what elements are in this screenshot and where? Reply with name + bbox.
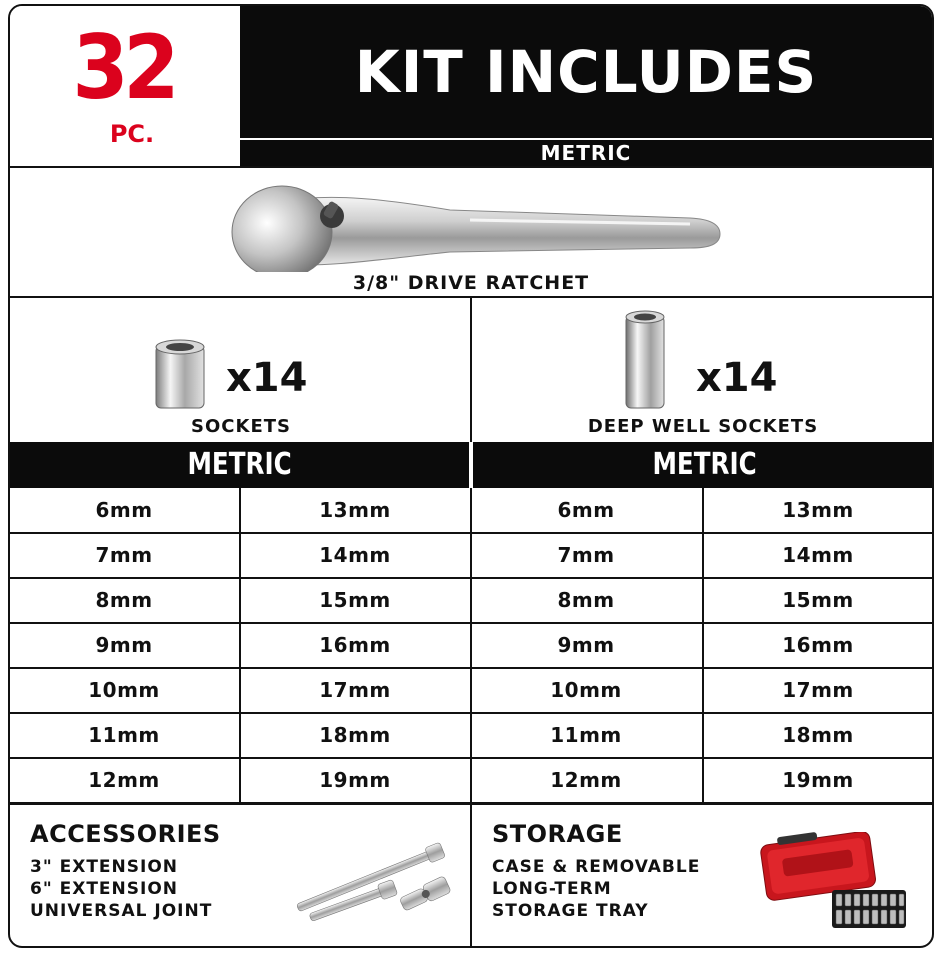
table-cell: 6mm [557, 498, 615, 522]
kit-card [8, 4, 934, 948]
storage-title: STORAGE [492, 820, 623, 848]
socket-icon [152, 338, 208, 412]
storage-case-image [758, 832, 908, 932]
deep-sockets-table-header [473, 442, 934, 488]
accessory-item: UNIVERSAL JOINT [30, 901, 213, 921]
table-cell: 14mm [319, 543, 391, 567]
table-cell: 15mm [319, 588, 391, 612]
table-cell: 17mm [782, 678, 854, 702]
table-cell: 13mm [319, 498, 391, 522]
table-cell: 17mm [319, 678, 391, 702]
table-cell: 16mm [782, 633, 854, 657]
table-cell: 8mm [557, 588, 615, 612]
sockets-table-header [10, 442, 469, 488]
table-cell: 14mm [782, 543, 854, 567]
sockets-label: SOCKETS [191, 416, 291, 437]
table-cell: 11mm [88, 723, 160, 747]
ratchet-image [220, 172, 730, 272]
deep-socket-icon [622, 308, 668, 410]
table-header-label: METRIC [652, 447, 757, 482]
deep-sockets-quantity: x14 [696, 355, 778, 401]
table-cell: 19mm [782, 768, 854, 792]
table-cell: 7mm [557, 543, 615, 567]
table-cell: 16mm [319, 633, 391, 657]
ratchet-label: 3/8" DRIVE RATCHET [352, 272, 590, 294]
ratchet-section [10, 168, 932, 296]
table-cell: 6mm [95, 498, 153, 522]
table-cell: 12mm [550, 768, 622, 792]
table-cell: 8mm [95, 588, 153, 612]
table-cell: 10mm [88, 678, 160, 702]
table-cell: 13mm [782, 498, 854, 522]
deep-sockets-label: DEEP WELL SOCKETS [587, 416, 819, 437]
title-bar [240, 6, 932, 138]
sockets-panel [10, 298, 472, 440]
deep-sockets-panel [472, 298, 934, 440]
storage-item: CASE & REMOVABLE [492, 857, 701, 877]
table-cell: 9mm [557, 633, 615, 657]
accessories-title: ACCESSORIES [30, 820, 221, 848]
accessory-item: 3" EXTENSION [30, 857, 179, 877]
piece-count-box [10, 6, 240, 166]
table-cell: 9mm [95, 633, 153, 657]
piece-count: 32 [72, 16, 175, 119]
table-header-label: METRIC [187, 447, 292, 482]
storage-item: STORAGE TRAY [492, 901, 649, 921]
accessory-item: 6" EXTENSION [30, 879, 179, 899]
accessories-image [288, 824, 458, 934]
storage-item: LONG-TERM [492, 879, 612, 899]
table-cell: 7mm [95, 543, 153, 567]
table-cell: 15mm [782, 588, 854, 612]
table-cell: 19mm [319, 768, 391, 792]
page-title: KIT INCLUDES [354, 38, 818, 106]
table-cell: 18mm [782, 723, 854, 747]
table-cell: 11mm [550, 723, 622, 747]
table-cell: 18mm [319, 723, 391, 747]
metric-subtitle: METRIC [240, 140, 932, 166]
table-cell: 12mm [88, 768, 160, 792]
sockets-quantity: x14 [226, 355, 308, 401]
table-cell: 10mm [550, 678, 622, 702]
piece-count-unit: PC. [109, 120, 155, 148]
